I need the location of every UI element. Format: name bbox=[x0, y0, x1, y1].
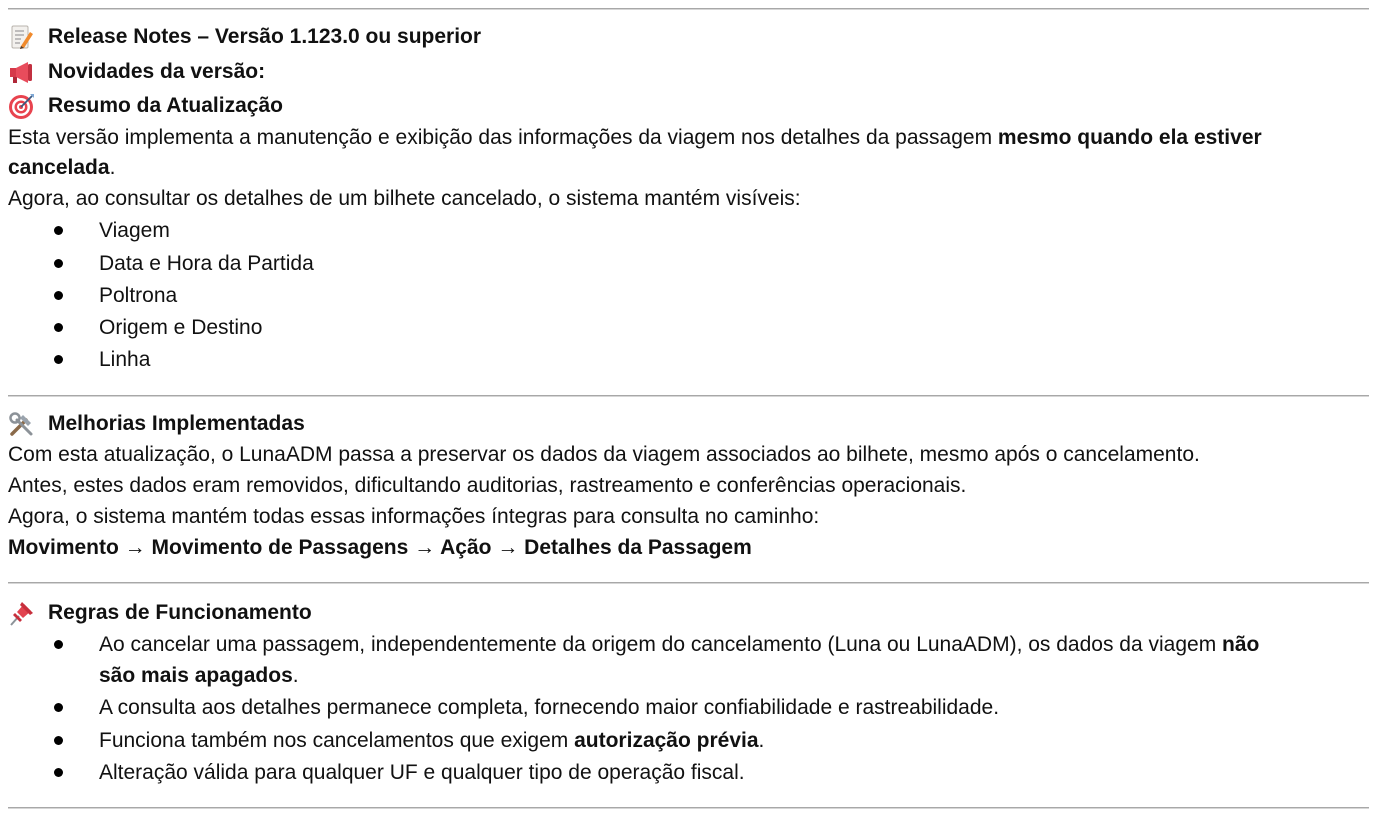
list-item: Linha bbox=[99, 348, 151, 371]
bullet bbox=[54, 291, 63, 300]
regras-heading bbox=[8, 599, 312, 627]
list-item bbox=[99, 631, 1259, 659]
bullet bbox=[54, 640, 63, 649]
bullet bbox=[54, 736, 63, 745]
memo-icon bbox=[8, 24, 35, 51]
horizontal-rule bbox=[8, 8, 1369, 10]
list-item: A consulta aos detalhes permanece completa, fornecendo maior confiabilidade e rastreabilidade. bbox=[99, 696, 1000, 719]
melhorias-paragraph-3: Agora, o sistema mantém todas essas informações íntegras para consulta no caminho: bbox=[8, 505, 820, 528]
horizontal-rule bbox=[8, 807, 1369, 809]
release-title-heading bbox=[8, 23, 481, 51]
rule-emphasis-cont: são mais apagados bbox=[99, 664, 293, 687]
rule-period: . bbox=[758, 729, 765, 752]
resumo-text: Esta versão implementa a manutenção e exibição das informações da viagem nos detalhes da passagem bbox=[8, 126, 998, 149]
pushpin-icon bbox=[8, 600, 35, 627]
rule-period: . bbox=[292, 664, 299, 687]
melhorias-paragraph-2: Antes, estes dados eram removidos, dificultando auditorias, rastreamento e conferências operacionais. bbox=[8, 474, 967, 497]
melhorias-heading bbox=[8, 410, 305, 438]
tools-icon bbox=[8, 411, 35, 438]
list-item: Poltrona bbox=[99, 284, 178, 307]
list-item bbox=[99, 727, 764, 755]
rule-text: Ao cancelar uma passagem, independentemente da origem do cancelamento (Luna ou LunaADM), os dados da viagem bbox=[99, 633, 1223, 656]
rule-text: Funciona também nos cancelamentos que exigem bbox=[99, 729, 575, 752]
resumo-paragraph-2: Agora, ao consultar os detalhes de um bilhete cancelado, o sistema mantém visíveis: bbox=[8, 187, 801, 210]
bullet bbox=[54, 323, 63, 332]
rule-emphasis: não bbox=[1222, 633, 1260, 656]
release-title: Release Notes – Versão 1.123.0 ou superior bbox=[48, 25, 482, 48]
novidades-heading bbox=[8, 58, 265, 86]
resumo-heading bbox=[8, 92, 283, 120]
bullet bbox=[54, 703, 63, 712]
list-item: Origem e Destino bbox=[99, 316, 263, 339]
rule-emphasis: autorização prévia bbox=[574, 729, 759, 752]
resumo-title: Resumo da Atualização bbox=[48, 94, 283, 117]
navigation-path: Movimento → Movimento de Passagens → Ação → Detalhes da Passagem bbox=[8, 536, 752, 559]
bullet bbox=[54, 355, 63, 364]
bullet bbox=[54, 226, 63, 235]
novidades-title: Novidades da versão: bbox=[48, 60, 266, 83]
target-icon bbox=[8, 93, 35, 120]
megaphone-icon bbox=[8, 59, 35, 86]
list-item-cont bbox=[99, 662, 299, 690]
list-item: Data e Hora da Partida bbox=[99, 252, 314, 275]
bullet bbox=[54, 259, 63, 268]
resumo-period: . bbox=[109, 156, 116, 179]
resumo-paragraph-1 bbox=[8, 124, 1262, 152]
melhorias-paragraph-1: Com esta atualização, o LunaADM passa a preservar os dados da viagem associados ao bilhete, mesmo após o cancelamento. bbox=[8, 443, 1200, 466]
melhorias-title: Melhorias Implementadas bbox=[48, 412, 305, 435]
resumo-emphasis: mesmo quando ela estiver bbox=[997, 126, 1262, 149]
list-item: Viagem bbox=[99, 219, 170, 242]
bullet bbox=[54, 768, 63, 777]
horizontal-rule bbox=[8, 395, 1369, 397]
list-item: Alteração válida para qualquer UF e qualquer tipo de operação fiscal. bbox=[99, 761, 745, 784]
resumo-emphasis-cont: cancelada bbox=[8, 156, 110, 179]
horizontal-rule bbox=[8, 582, 1369, 584]
regras-title: Regras de Funcionamento bbox=[48, 601, 312, 624]
resumo-paragraph-1-cont bbox=[8, 154, 115, 182]
